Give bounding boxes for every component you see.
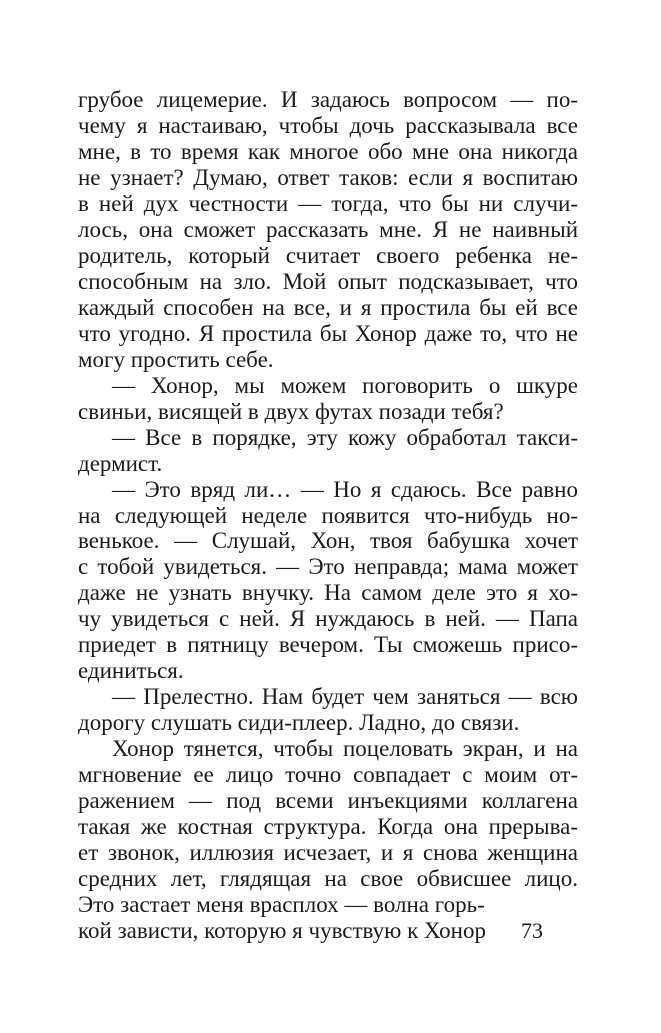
text-line: в ней дух честности — тогда, что бы ни случи- — [78, 190, 578, 216]
text-line: с тобой увидеться. — Это неправда; мама может — [78, 554, 578, 580]
text-line: мне, в то время как многое обо мне она никогда — [78, 138, 578, 164]
page-number: 73 — [521, 918, 543, 943]
text-line: даже не узнать внучку. На самом деле это я хо- — [78, 580, 578, 606]
text-line: грубое лицемерие. И задаюсь вопросом — по- — [78, 87, 578, 112]
body-text — [78, 87, 578, 944]
text-line: чему я настаиваю, чтобы дочь рассказывала все — [78, 112, 578, 138]
text-line: каждый способен на все, и я простила бы ей все — [78, 294, 578, 320]
text-line: — Прелестно. Нам будет чем заняться — всю — [112, 684, 578, 710]
text-line: дермист. — [78, 450, 163, 476]
text-line: мгновение ее лицо точно совпадает с моим от- — [78, 762, 578, 788]
text-line: дорогу слушать сиди-плеер. Ладно, до связи. — [78, 710, 520, 736]
text-line: чу увидеться с ней. Я нуждаюсь в ней. — Папа — [78, 606, 578, 632]
text-line: такая же костная структура. Когда она прерыва- — [78, 814, 578, 840]
text-line: свиньи, висящей в двух футах позади тебя? — [78, 398, 504, 424]
text-line: единиться. — [78, 658, 184, 684]
text-line: могу простить себе. — [78, 346, 274, 372]
text-line: Хонор тянется, чтобы поцеловать экран, и на — [112, 736, 578, 762]
text-line: родитель, который считает своего ребенка не- — [78, 242, 578, 268]
text-line: кой зависти, которую я чувствую к Хонор — [78, 918, 486, 943]
text-line: — Хонор, мы можем поговорить о шкуре — [112, 372, 578, 398]
text-line: — Это вряд ли… — Но я сдаюсь. Все равно — [112, 476, 578, 502]
text-line: средних лет, глядящая на свое обвисшее лицо. — [78, 866, 578, 892]
text-line: — Все в порядке, эту кожу обработал такси- — [112, 424, 578, 450]
text-line: Это застает меня врасплох — волна горь- — [78, 892, 485, 918]
text-line: ражением — под всеми инъекциями коллагена — [78, 788, 578, 814]
text-line: на следующей неделе появится что-нибудь но- — [78, 502, 578, 528]
text-line: ет звонок, иллюзия исчезает, и я снова женщина — [78, 840, 578, 866]
text-line: лось, она сможет рассказать мне. Я не наивный — [78, 216, 578, 242]
text-line: венькое. — Слушай, Хон, твоя бабушка хочет — [78, 528, 578, 554]
text-line: что угодно. Я простила бы Хонор даже то, что не — [78, 320, 578, 346]
text-line: не узнает? Думаю, ответ таков: если я воспитаю — [78, 164, 578, 190]
text-line: приедет в пятницу вечером. Ты сможешь присо- — [78, 632, 578, 658]
text-line: способным на зло. Мой опыт подсказывает, что — [78, 268, 578, 294]
